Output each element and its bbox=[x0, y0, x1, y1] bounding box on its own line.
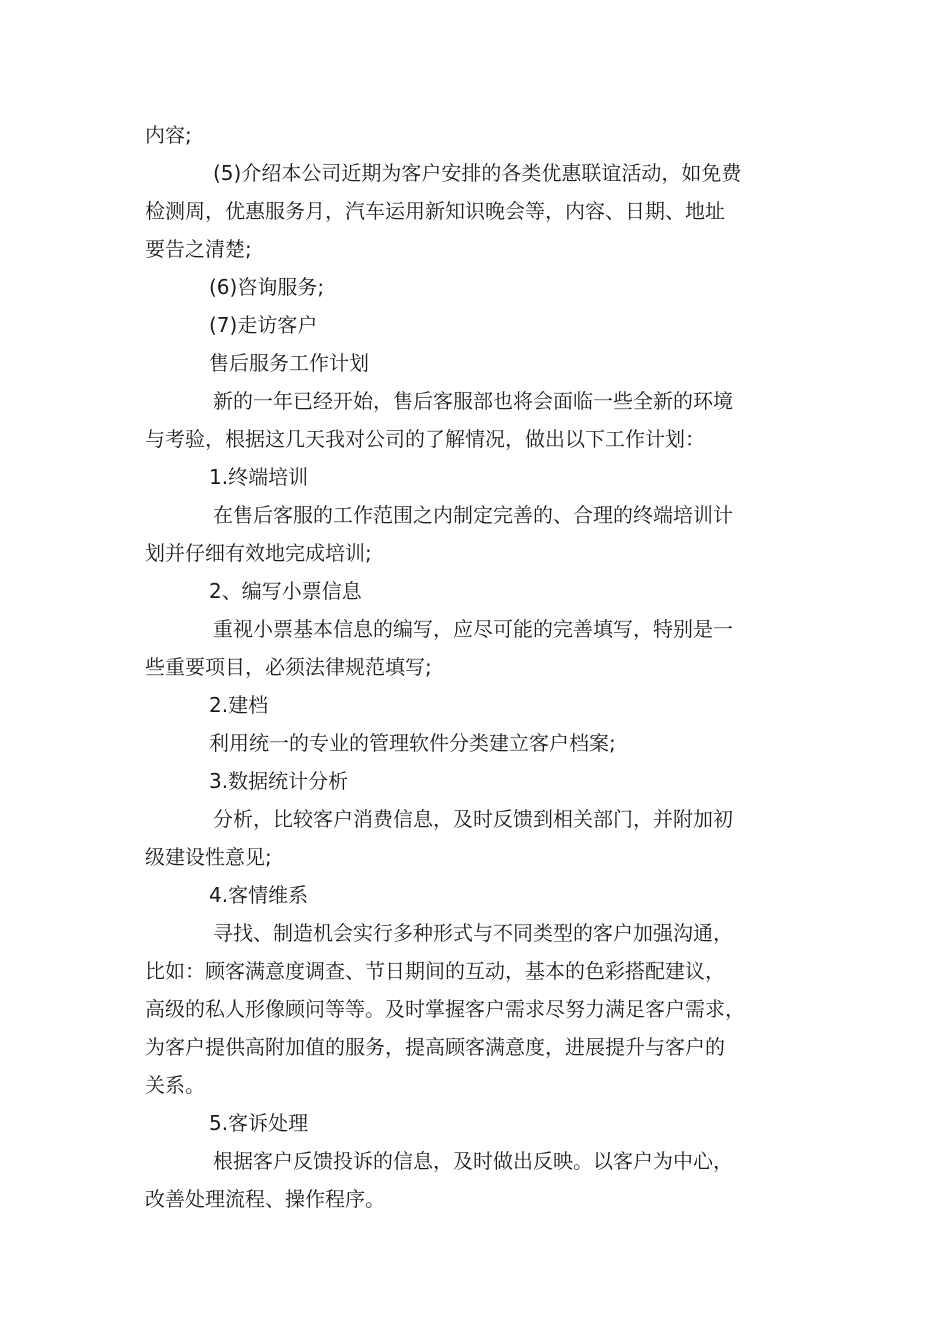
item-heading: 2.建档 bbox=[209, 693, 269, 717]
text-line: (5)介绍本公司近期为客户安排的各类优惠联谊活动，如免费 bbox=[213, 161, 742, 185]
text-line: 根据客户反馈投诉的信息，及时做出反映。以客户为中心， bbox=[213, 1149, 733, 1173]
item-heading: 4.客情维系 bbox=[209, 883, 309, 907]
section-heading: 售后服务工作计划 bbox=[209, 351, 369, 375]
item-heading: 2、编写小票信息 bbox=[209, 579, 362, 603]
item-heading: 5.客诉处理 bbox=[209, 1111, 309, 1135]
text-line: 划并仔细有效地完成培训; bbox=[145, 541, 372, 565]
text-line: 重视小票基本信息的编写，应尽可能的完善填写，特别是一 bbox=[213, 617, 733, 641]
text-line: 比如：顾客满意度调查、节日期间的互动，基本的色彩搭配建议， bbox=[145, 959, 725, 983]
text-line: 些重要项目，必须法律规范填写; bbox=[145, 655, 432, 679]
text-line: 检测周，优惠服务月，汽车运用新知识晚会等，内容、日期、地址 bbox=[145, 199, 725, 223]
text-line: 分析，比较客户消费信息，及时反馈到相关部门，并附加初 bbox=[213, 807, 733, 831]
text-line: 内容; bbox=[145, 123, 192, 147]
text-line: 寻找、制造机会实行多种形式与不同类型的客户加强沟通， bbox=[213, 921, 733, 945]
text-line: 在售后客服的工作范围之内制定完善的、合理的终端培训计 bbox=[213, 503, 733, 527]
text-line: 高级的私人形像顾问等等。及时掌握客户需求尽努力满足客户需求， bbox=[145, 997, 745, 1021]
text-line: 利用统一的专业的管理软件分类建立客户档案; bbox=[209, 731, 616, 755]
text-line: 改善处理流程、操作程序。 bbox=[145, 1187, 385, 1211]
text-line: (6)咨询服务; bbox=[209, 275, 325, 299]
document-body bbox=[145, 116, 810, 1218]
text-line: 与考验，根据这几天我对公司的了解情况，做出以下工作计划： bbox=[145, 427, 705, 451]
text-line: (7)走访客户 bbox=[209, 313, 318, 337]
item-heading: 1.终端培训 bbox=[209, 465, 309, 489]
text-line: 为客户提供高附加值的服务，提高顾客满意度，进展提升与客户的 bbox=[145, 1035, 725, 1059]
text-line: 要告之清楚; bbox=[145, 237, 252, 261]
text-line: 关系。 bbox=[145, 1073, 205, 1097]
text-line: 级建设性意见; bbox=[145, 845, 272, 869]
text-line: 新的一年已经开始，售后客服部也将会面临一些全新的环境 bbox=[213, 389, 733, 413]
item-heading: 3.数据统计分析 bbox=[209, 769, 349, 793]
